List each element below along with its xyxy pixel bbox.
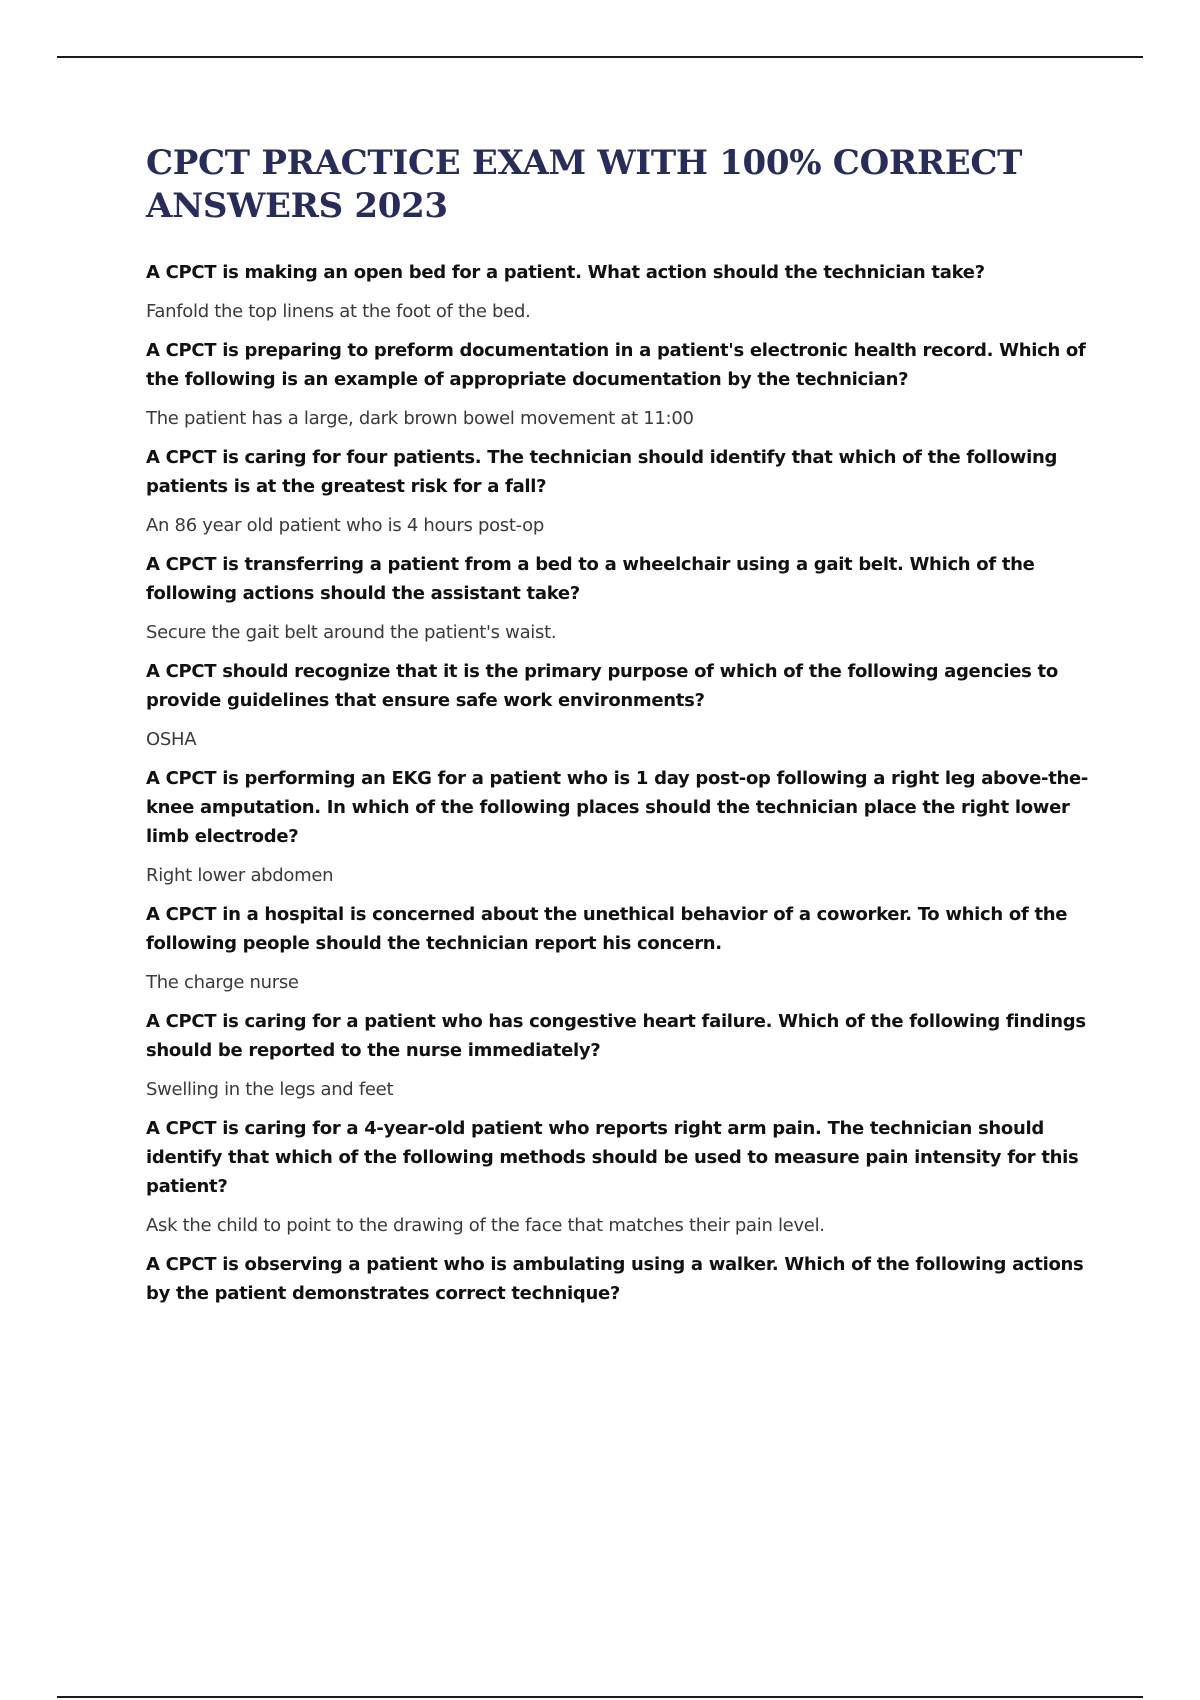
question-text: A CPCT is performing an EKG for a patient who is 1 day post-op following a right leg above-the-knee amputation. In which of the following places should the technician place the right lower limb electrode?: [146, 768, 1089, 847]
qa-item: [146, 1007, 1096, 1104]
answer-text: Right lower abdomen: [146, 865, 334, 886]
document-title: CPCT PRACTICE EXAM WITH 100% CORRECT ANSWERS 2023: [146, 143, 1023, 226]
question-text: A CPCT in a hospital is concerned about the unethical behavior of a coworker. To which of the following people should the technician report his concern.: [146, 904, 1068, 954]
answer-text: Swelling in the legs and feet: [146, 1079, 394, 1100]
answer-text: The charge nurse: [146, 972, 299, 993]
answer-text: OSHA: [146, 729, 197, 750]
qa-item: [146, 443, 1096, 540]
question-text: A CPCT should recognize that it is the primary purpose of which of the following agencies to provide guidelines that ensure safe work environments?: [146, 661, 1058, 711]
qa-item: [146, 1114, 1096, 1240]
answer-text: Fanfold the top linens at the foot of the bed.: [146, 301, 531, 322]
answer-text: Secure the gait belt around the patient's waist.: [146, 622, 557, 643]
qa-item: [146, 336, 1096, 433]
qa-item: [146, 258, 1096, 326]
answer-text: An 86 year old patient who is 4 hours post-op: [146, 515, 544, 536]
qa-item: [146, 550, 1096, 647]
question-text: A CPCT is caring for four patients. The technician should identify that which of the following patients is at the greatest risk for a fall?: [146, 447, 1058, 497]
question-text: A CPCT is making an open bed for a patient. What action should the technician take?: [146, 262, 985, 283]
question-text: A CPCT is observing a patient who is ambulating using a walker. Which of the following actions by the patient demonstrates correct technique?: [146, 1254, 1084, 1304]
qa-list: [146, 258, 1096, 1308]
qa-item: [146, 657, 1096, 754]
question-text: A CPCT is caring for a 4-year-old patient who reports right arm pain. The technician should identify that which of the following methods should be used to measure pain intensity for this patient?: [146, 1118, 1079, 1197]
qa-item: [146, 1250, 1096, 1308]
bottom-rule: [57, 1696, 1143, 1698]
qa-item: [146, 764, 1096, 890]
question-text: A CPCT is preparing to preform documentation in a patient's electronic health record. Which of the following is an example of appropriate documentation by the technician?: [146, 340, 1086, 390]
qa-item: [146, 900, 1096, 997]
question-text: A CPCT is transferring a patient from a bed to a wheelchair using a gait belt. Which of the following actions should the assistant take?: [146, 554, 1035, 604]
top-rule: [57, 56, 1143, 58]
question-text: A CPCT is caring for a patient who has congestive heart failure. Which of the following findings should be reported to the nurse immediately?: [146, 1011, 1086, 1061]
answer-text: Ask the child to point to the drawing of the face that matches their pain level.: [146, 1215, 825, 1236]
answer-text: The patient has a large, dark brown bowel movement at 11:00: [146, 408, 694, 429]
document-page: [146, 142, 1096, 1318]
